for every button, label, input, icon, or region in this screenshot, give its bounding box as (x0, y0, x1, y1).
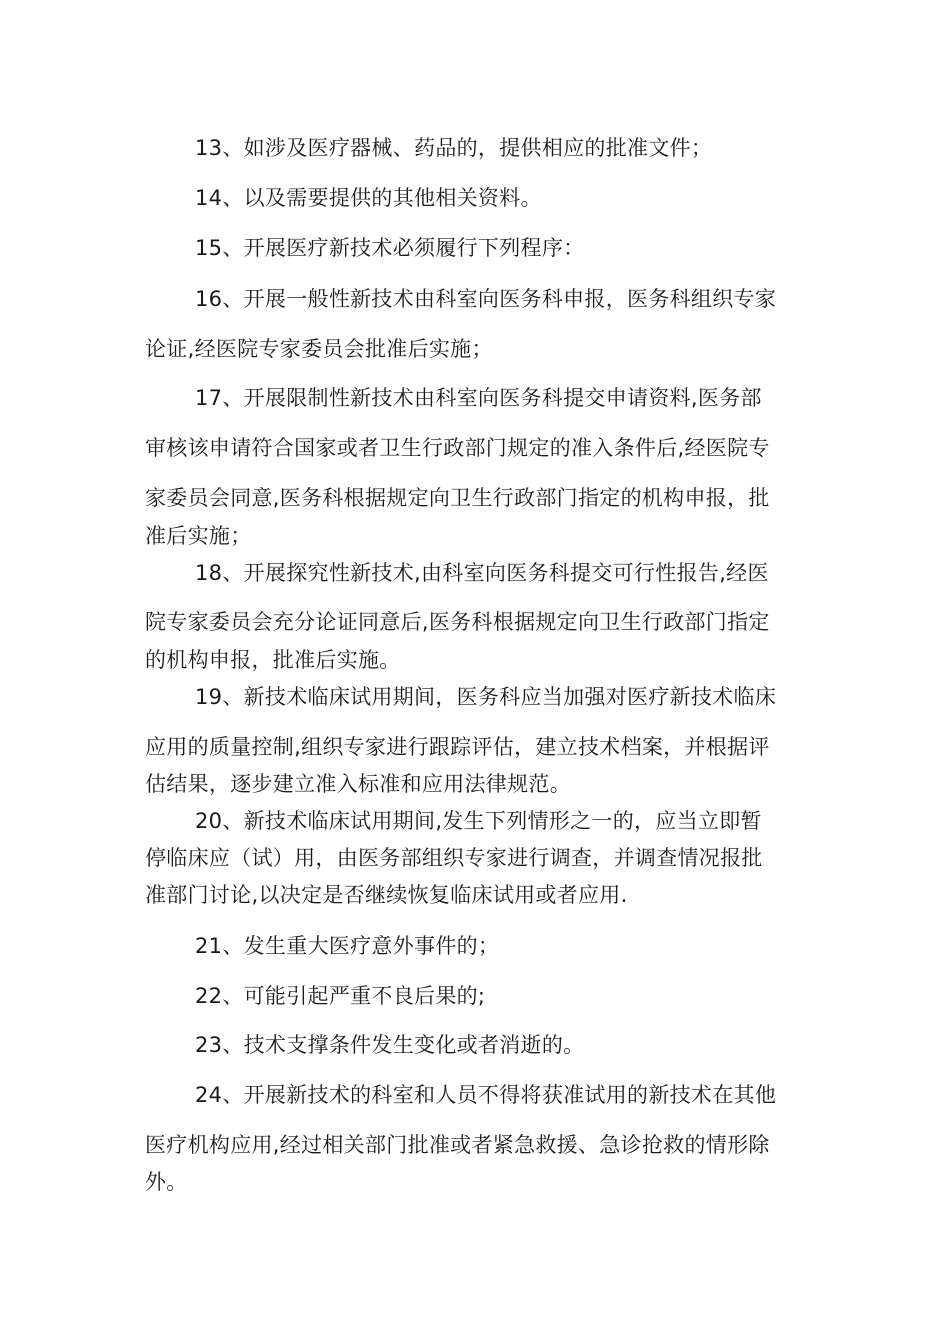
item-23-line-1: 23、技术支撑条件发生变化或者消逝的。 (195, 1033, 585, 1057)
item-19-line-1: 19、新技术临床试用期间，医务科应当加强对医疗新技术临床 (195, 685, 777, 709)
item-18-line-3: 的机构申报，批准后实施。 (145, 648, 401, 672)
item-15-line-1: 15、开展医疗新技术必须履行下列程序： (195, 236, 585, 260)
item-19-line-2: 应用的质量控制,组织专家进行跟踪评估，建立技术档案，并根据评 (145, 735, 770, 759)
item-20-line-2: 停临床应（试）用，由医务部组织专家进行调查，并调查情况报批 (145, 846, 763, 870)
item-17-line-2: 审核该申请符合国家或者卫生行政部门规定的准入条件后,经医院专 (145, 436, 770, 460)
item-20-line-1: 20、新技术临床试用期间,发生下列情形之一的，应当立即暂 (195, 809, 762, 833)
item-18-line-1: 18、开展探究性新技术,由科室向医务科提交可行性报告,经医 (195, 561, 769, 585)
item-14-line-1: 14、以及需要提供的其他相关资料。 (195, 186, 542, 210)
item-13-line-1: 13、如涉及医疗器械、药品的，提供相应的批准文件； (195, 136, 713, 160)
item-20-line-3: 准部门讨论,以决定是否继续恢复临床试用或者应用. (145, 883, 628, 907)
item-17-line-3: 家委员会同意,医务科根据规定向卫生行政部门指定的机构申报，批 (145, 486, 770, 510)
item-24-line-1: 24、开展新技术的科室和人员不得将获准试用的新技术在其他 (195, 1083, 777, 1107)
item-24-line-3: 外。 (145, 1170, 188, 1194)
item-17-line-4: 准后实施； (145, 524, 252, 548)
item-16-line-2: 论证,经医院专家委员会批准后实施； (145, 337, 493, 361)
item-17-line-1: 17、开展限制性新技术由科室向医务科提交申请资料,医务部 (195, 386, 762, 410)
item-16-line-1: 16、开展一般性新技术由科室向医务科申报，医务科组织专家 (195, 287, 777, 311)
item-21-line-1: 21、发生重大医疗意外事件的； (195, 934, 500, 958)
item-24-line-2: 医疗机构应用,经过相关部门批准或者紧急救援、急诊抢救的情形除 (145, 1133, 770, 1157)
item-19-line-3: 估结果，逐步建立准入标准和应用法律规范。 (145, 772, 571, 796)
item-18-line-2: 院专家委员会充分论证同意后,医务科根据规定向卫生行政部门指定 (145, 610, 770, 634)
item-22-line-1: 22、可能引起严重不良后果的; (195, 984, 486, 1008)
